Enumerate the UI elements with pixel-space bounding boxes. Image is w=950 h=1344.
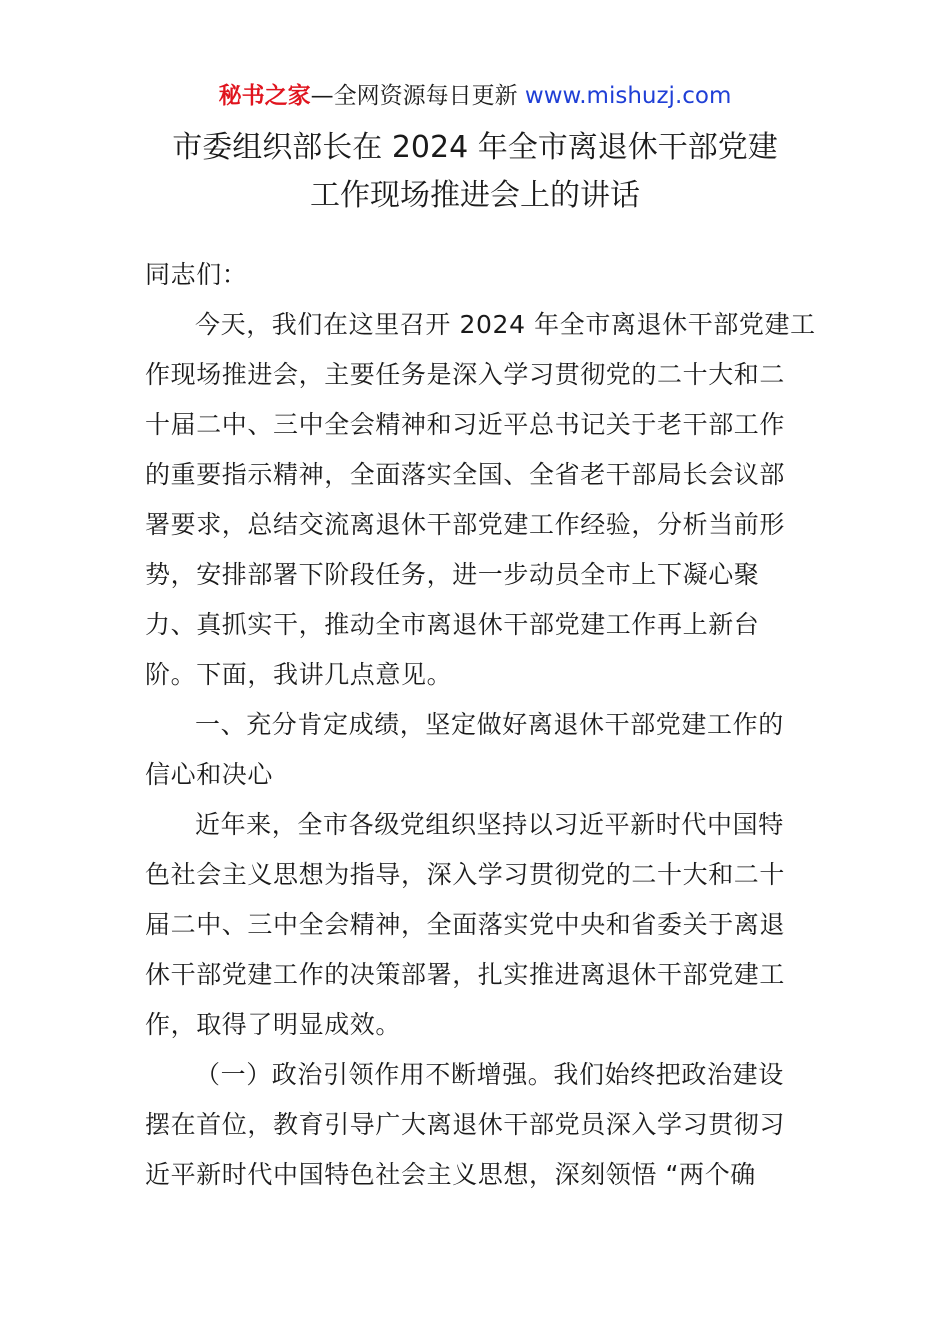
paragraph-line: （一）政治引领作用不断增强。我们始终把政治建设 [195, 1060, 784, 1089]
paragraph-line: 色社会主义思想为指导，深入学习贯彻党的二十大和二十 [145, 860, 786, 889]
document-title-line-2: 工作现场推进会上的讲话 [310, 178, 640, 213]
paragraph-line: 署要求，总结交流离退休干部党建工作经验，分析当前形 [145, 510, 786, 539]
site-brand: 秘书之家 [218, 83, 311, 109]
site-header [0, 80, 950, 112]
site-url-link[interactable]: www.mishuzj.com [524, 83, 732, 109]
paragraph-line: 阶。下面，我讲几点意见。 [145, 660, 453, 689]
document-title-line-1: 市委组织部长在 2024 年全市离退休干部党建 [172, 130, 778, 165]
paragraph-line: 十届二中、三中全会精神和习近平总书记关于老干部工作 [145, 410, 786, 439]
section-heading: 信心和决心 [145, 760, 274, 789]
paragraph-line: 近平新时代中国特色社会主义思想，深刻领悟 “两个确 [145, 1160, 756, 1189]
paragraph-line: 近年来，全市各级党组织坚持以习近平新时代中国特 [195, 810, 784, 839]
section-heading: 一、充分肯定成绩，坚定做好离退休干部党建工作的 [195, 710, 784, 739]
paragraph-line: 力、真抓实干，推动全市离退休干部党建工作再上新台 [145, 610, 760, 639]
paragraph-line: 的重要指示精神，全面落实全国、全省老干部局长会议部 [145, 460, 786, 489]
paragraph-line: 作现场推进会，主要任务是深入学习贯彻党的二十大和二 [145, 360, 786, 389]
site-tagline: —全网资源每日更新 [310, 83, 525, 109]
paragraph-line: 休干部党建工作的决策部署，扎实推进离退休干部党建工 [145, 960, 786, 989]
paragraph-line: 摆在首位，教育引导广大离退休干部党员深入学习贯彻习 [145, 1110, 786, 1139]
paragraph-line: 作，取得了明显成效。 [145, 1010, 402, 1039]
paragraph-line: 势，安排部署下阶段任务，进一步动员全市上下凝心聚 [145, 560, 760, 589]
document-body [145, 250, 816, 1200]
salutation: 同志们： [145, 260, 248, 289]
paragraph-line: 今天，我们在这里召开 2024 年全市离退休干部党建工 [195, 310, 816, 339]
paragraph-line: 届二中、三中全会精神，全面落实党中央和省委关于离退 [145, 910, 786, 939]
